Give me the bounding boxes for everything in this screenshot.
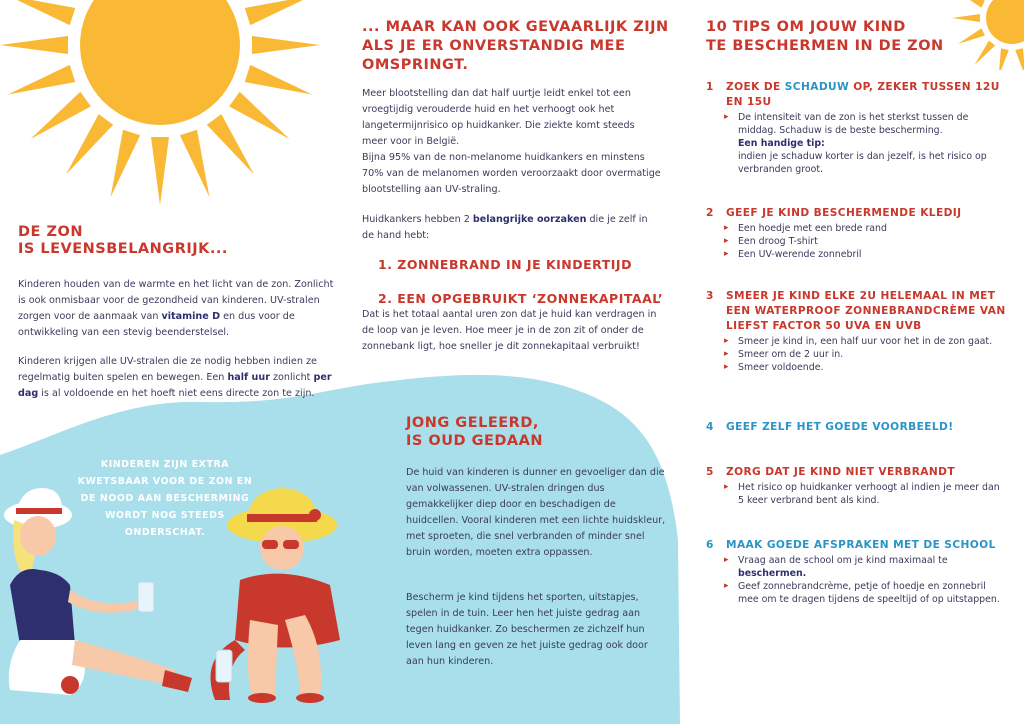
zon-title xyxy=(18,224,318,258)
gevaarlijk-title-line: ... MAAR KAN OOK GEVAARLIJK ZIJN xyxy=(362,19,669,35)
tip-2-list xyxy=(724,222,1006,261)
sun-ray xyxy=(0,36,68,54)
gevaarlijk-title-line: OMSPRINGT. xyxy=(362,57,469,73)
gevaarlijk-paragraph-1b: Bijna 95% van de non-melanome huidkankers en minstens 70% van de melanomen worden veroorzaakt door overmatige blootstelling aan UV-straling. xyxy=(362,152,661,195)
kids-callout xyxy=(70,456,260,541)
sun-ray xyxy=(8,65,75,95)
gevaarlijk-paragraph-2: Huidkankers hebben 2 belangrijke oorzaken die je zelf in de hand hebt: xyxy=(362,214,648,241)
jong-geleerd-title xyxy=(406,414,666,450)
sun-ray xyxy=(245,0,312,25)
sun-illustration-left xyxy=(0,0,340,215)
zon-paragraph-1: Kinderen houden van de warmte en het licht van de zon. Zonlicht is ook onmisbaar voor de gezondheid van kinderen. UV-stralen zorgen voor de aanmaak van vitamine D en dus voor de ontwikkeling van een stevig beenderstelsel. xyxy=(18,279,334,338)
callout-line: WORDT NOG STEEDS xyxy=(105,510,225,521)
cause-1-heading: 1. ZONNEBRAND IN JE KINDERTIJD xyxy=(378,257,632,272)
sun-ray xyxy=(1015,48,1024,70)
tip-2 xyxy=(706,206,1006,261)
sun-ray xyxy=(66,114,113,174)
tip-4 xyxy=(706,420,1006,435)
sun-ray xyxy=(207,114,254,174)
tip-2-heading: 2 GEEF JE KIND BESCHERMENDE KLEDIJ xyxy=(706,207,962,219)
callout-line: DE NOOD AAN BESCHERMING xyxy=(80,493,250,504)
list-item: ▸ Smeer voldoende. xyxy=(724,361,1006,374)
sun-ray xyxy=(111,130,141,197)
jong-paragraph-2: Bescherm je kind tijdens het sporten, uitstapjes, spelen in de tuin. Leer hen het juiste gedrag aan tegen huidkanker. Zo beschermen ze zichzelf hun leven lang en geven ze het juiste gedrag ook door aan hun kinderen. xyxy=(406,592,648,667)
gevaarlijk-paragraph-1a: Meer blootstelling dan dat half uurtje leidt enkel tot een vroegtijdig verouderde huid en het verhoogt ook het langetermijnrisico op huidkanker. Die ziekte komt steeds meer voor in België. xyxy=(362,88,635,147)
tip-3-heading: 3 SMEER JE KIND ELKE 2U HELEMAAL IN MET EEN WATERPROOF ZONNEBRANDCRÈME VAN LIEFST FACTOR 50 UVA EN UVB xyxy=(706,290,1006,332)
tip-5-list xyxy=(724,481,1006,507)
jong-paragraph-1: De huid van kinderen is dunner en gevoeliger dan die van volwassenen. UV-stralen dringen dus gemakkelijker diep door en beschadigen de huidcellen. Vooral kinderen met een lichte huidskleur, met sproeten, die snel verbranden of minder snel bruin worden, moeten extra oppassen. xyxy=(406,467,666,558)
sun-ray xyxy=(151,137,169,205)
tip-4-heading: 4 GEEF ZELF HET GOEDE VOORBEELD! xyxy=(706,421,954,433)
tip-number: 5 xyxy=(706,466,714,478)
tips-title-line-1: 10 TIPS OM JOUW KIND xyxy=(706,19,906,35)
tip-number: 4 xyxy=(706,421,714,433)
jong-title-line: IS OUD GEDAAN xyxy=(406,433,543,449)
tip-3-list xyxy=(724,335,1006,374)
sun-ray xyxy=(229,92,289,139)
tips-title xyxy=(706,18,966,56)
sun-ray xyxy=(252,36,320,54)
tip-number: 1 xyxy=(706,81,714,93)
list-item: ▸ Een hoedje met een brede rand xyxy=(724,222,1006,235)
tip-1-heading: 1 ZOEK DE SCHADUW OP, ZEKER TUSSEN 12U EN 15U xyxy=(706,81,1000,108)
sun-ray xyxy=(245,65,312,95)
zon-paragraph-2: Kinderen krijgen alle UV-stralen die ze nodig hebben indien ze regelmatig buiten spelen en bewegen. Een half uur zonlicht per dag is al voldoende en het hoeft niet eens directe zon te zijn. xyxy=(18,356,332,399)
list-item: ▸ Smeer je kind in, een half uur voor het in de zon gaat. xyxy=(724,335,1006,348)
zonnekapitaal-paragraph: Dat is het totaal aantal uren zon dat je huid kan verdragen in de loop van je leven. Hoe meer je in de zon zit of onder de zonnebank ligt, hoe sneller je dit zonnekapitaal verbruikt! xyxy=(362,309,657,352)
list-item: ▸ Een UV-werende zonnebril xyxy=(724,248,1006,261)
sun-ray xyxy=(31,92,91,139)
zon-title-line-2: IS LEVENSBELANGRIJK... xyxy=(18,241,228,257)
tip-6-list xyxy=(724,554,1006,606)
sun-ray xyxy=(958,0,985,8)
list-item: ▸ Geef zonnebrandcrème, petje of hoedje en zonnebril mee om te dragen tijdens de speeltijd of op uitstappen. xyxy=(724,580,1006,606)
tip-6-heading: 6 MAAK GOEDE AFSPRAKEN MET DE SCHOOL xyxy=(706,539,996,551)
cause-2-heading: 2. EEN OPGEBRUIKT ‘ZONNEKAPITAAL’ xyxy=(378,291,664,306)
tips-title-line-2: TE BESCHERMEN IN DE ZON xyxy=(706,38,944,54)
gevaarlijk-title-line: ALS JE ER ONVERSTANDIG MEE xyxy=(362,38,626,54)
callout-line: KINDEREN ZIJN EXTRA xyxy=(100,459,230,470)
tip-1-list xyxy=(724,111,1006,176)
tip-number: 6 xyxy=(706,539,714,551)
callout-line: ONDERSCHAT. xyxy=(124,527,206,538)
sun-ray xyxy=(8,0,75,25)
gevaarlijk-paragraph-1 xyxy=(362,86,662,198)
zon-title-line-1: DE ZON xyxy=(18,224,83,240)
list-item: ▸ Smeer om de 2 uur in. xyxy=(724,348,1006,361)
tip-number: 2 xyxy=(706,207,714,219)
tip-number: 3 xyxy=(706,290,714,302)
tip-5 xyxy=(706,465,1006,507)
jong-title-line: JONG GELEERD, xyxy=(406,415,539,431)
tip-1 xyxy=(706,80,1006,176)
gevaarlijk-title xyxy=(362,18,682,75)
tip-6 xyxy=(706,538,1006,606)
list-item: ▸ De intensiteit van de zon is het sterkst tussen de middag. Schaduw is de beste bescherming. Een handige tip: indien je schaduw korter is dan jezelf, is het risico op verbranden groot. xyxy=(724,111,1006,176)
sun-ray xyxy=(999,48,1009,70)
sun-ray xyxy=(975,41,996,65)
list-item: ▸ Een droog T-shirt xyxy=(724,235,1006,248)
list-item: ▸ Het risico op huidkanker verhoogt al indien je meer dan 5 keer verbrand bent als kind. xyxy=(724,481,1006,507)
sun-ray xyxy=(180,130,210,197)
tip-3 xyxy=(706,289,1006,374)
list-item: ▸ Vraag aan de school om je kind maximaal te beschermen. xyxy=(724,554,1006,580)
tip-5-heading: 5 ZORG DAT JE KIND NIET VERBRANDT xyxy=(706,466,955,478)
callout-line: KWETSBAAR VOOR DE ZON EN xyxy=(77,476,253,487)
